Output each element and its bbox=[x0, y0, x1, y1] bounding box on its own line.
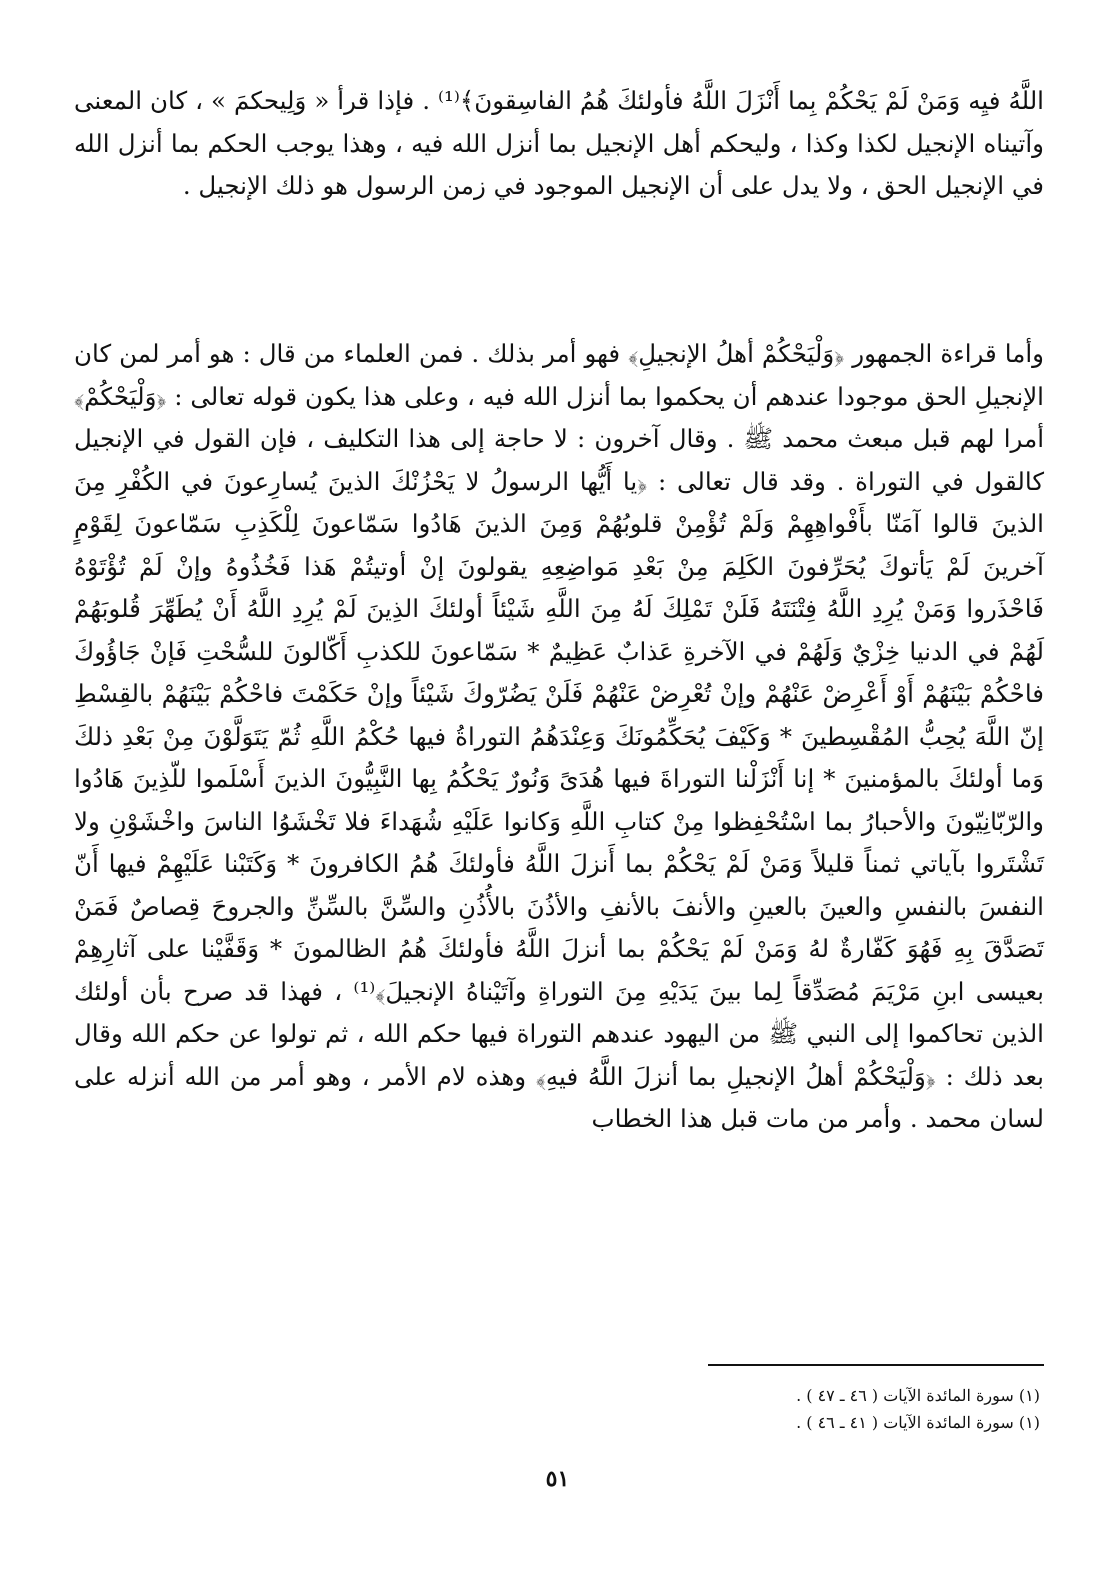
footnote-separator bbox=[708, 1364, 1044, 1366]
paragraph-1: اللَّهُ فيِه وَمَنْ لَمْ يَحْكُمْ بِما أَنْزَلَ اللَّهُ فأولئكَ هُمُ الفاسِقونَ﴾⁽¹⁾ . فإذا قرأ « وَلِيحكمَ » ، كان المعنى وآتيناه الإنجيل لكذا وكذا ، وليحكم أهل الإنجيل بما أنزل الله فيه ، وهذا يوجب الحكم بما أنزل الله في الإنجيل الحق ، ولا يدل على أن الإنجيل الموجود في زمن الرسول هو ذلك الإنجيل . bbox=[74, 86, 1044, 200]
paragraph-2: وأما قراءة الجمهور ﴿وَلْيَحْكُمْ أهلُ الإنجيلِ﴾ فهو أمر بذلك . فمن العلماء من قال : هو أمر لمن كان الإنجيلِ الحق موجودا عندهم أن يحكموا بما أنزل الله فيه ، وعلى هذا يكون قوله تعالى : ﴿وَلْيَحْكُمْ﴾ أمرا لهم قبل مبعث محمد ﷺ . وقال آخرون : لا حاجة إلى هذا التكليف ، فإن القول في الإنجيل كالقول في التوراة . وقد قال تعالى : ﴿يا أَيُّها الرسولُ لا يَحْزُنْكَ الذينَ يُسارِعونَ في الكُفْرِ مِنَ الذينَ قالوا آمَنّا بأَفْواهِهِمْ وَلَمْ تُؤْمِنْ قلوبُهُمْ وَمِنَ الذينَ هَادُوا سَمّاعونَ لِلْكَذِبِ سَمّاعونَ لِقَوْمٍ آخرينَ لَمْ يَأتوكَ يُحَرِّفونَ الكَلِمَ مِنْ بَعْدِ مَواضِعِهِ يقولونَ إنْ أوتيتُمْ هَذا فَخُذُوهُ وإنْ لَمْ تُؤْتَوْهُ فَاحْذَروا وَمَنْ يُرِدِ اللَّهُ فِتْنَتَهُ فَلَنْ تَمْلِكَ لَهُ مِنَ اللَّهِ شَيْئاً أولئكَ الذِينَ لَمْ يُرِدِ اللَّهُ أَنْ يُطَهِّرَ قُلوبَهُمْ لَهُمْ في الدنيا خِزْيٌ وَلَهُمْ في الآخرةِ عَذابٌ عَظِيمٌ * سَمّاعونَ للكذبِ أَكّالونَ للسُّحْتِ فَإنْ جَاؤُوكَ فاحْكُمْ بَيْنَهُمْ أَوْ أَعْرِضْ عَنْهُمْ وإنْ تُعْرِضْ عَنْهُمْ فَلَنْ يَضُرّوكَ شَيْئاً وإنْ حَكَمْتَ فاحْكُمْ بَيْنَهُمْ بالقِسْطِ إنّ اللَّهَ يُحِبُّ المُقْسِطينَ * وَكَيْفَ يُحَكِّمُونَكَ وَعِنْدَهُمُ التوراةُ فيها حُكْمُ اللَّهِ ثُمّ يَتَوَلَّوْنَ مِنْ بَعْدِ ذلكَ وَما أولئكَ بالمؤمنينَ * إنا أَنْزَلْنا التوراةَ فيها هُدَىً وَنُورٌ يَحْكُمُ بِها النَّبِيُّونَ الذينَ أَسْلَموا للّذِينَ هَادُوا والرّبّانِيّونَ والأحبارُ بما اسْتُحْفِظوا مِنْ كتابِ اللَّهِ وَكانوا عَلَيْهِ شُهَداءَ فلا تَخْشَوُا الناسَ واخْشَوْنِ ولا تَشْتَروا بآياتي ثمناً قليلاً وَمَنْ لَمْ يَحْكُمْ بما أَنزلَ اللَّهُ فأولئكَ هُمُ الكافرونَ * وَكَتَبْنا عَلَيْهِمْ فيها أَنّ النفسَ بالنفسِ والعينَ بالعينِ والأنفَ بالأنفِ والأذُنَ بالأُذُنِ والسِّنَّ بالسِّنِّ والجروحَ قِصاصٌ فَمَنْ تَصَدَّقَ بِهِ فَهُوَ كَفّارةٌ لهُ وَمَنْ لَمْ يَحْكُمْ بما أنزلَ اللَّهُ فأولئكَ هُمُ الظالمونَ * وَقَفَّيْنا على آثارِهِمْ بعيسى ابنِ مَرْيَمَ مُصَدِّقاً لِما بينَ يَدَيْهِ مِنَ التوراةِ وآتَيْناهُ الإنجيلَ﴾⁽¹⁾ ، فهذا قد صرح بأن أولئك الذين تحاكموا إلى النبي ﷺ من اليهود عندهم التوراة فيها حكم الله ، ثم تولوا عن حكم الله وقال بعد ذلك : ﴿وَلْيَحْكُمْ أهلُ الإنجيلِ بما أنزلَ اللَّهُ فيهِ﴾ وهذه لام الأمر ، وهو أمر من الله أنزله على لسان محمد . وأمر من مات قبل هذا الخطاب bbox=[74, 339, 1045, 1133]
page-number: ٥١ bbox=[545, 1466, 570, 1492]
footnotes bbox=[600, 1382, 1040, 1436]
footnote-1: (١) سورة المائدة الآيات ( ٤٦ ـ ٤٧ ) . bbox=[796, 1386, 1040, 1405]
footnote-2: (١) سورة المائدة الآيات ( ٤١ ـ ٤٦ ) . bbox=[796, 1413, 1040, 1432]
